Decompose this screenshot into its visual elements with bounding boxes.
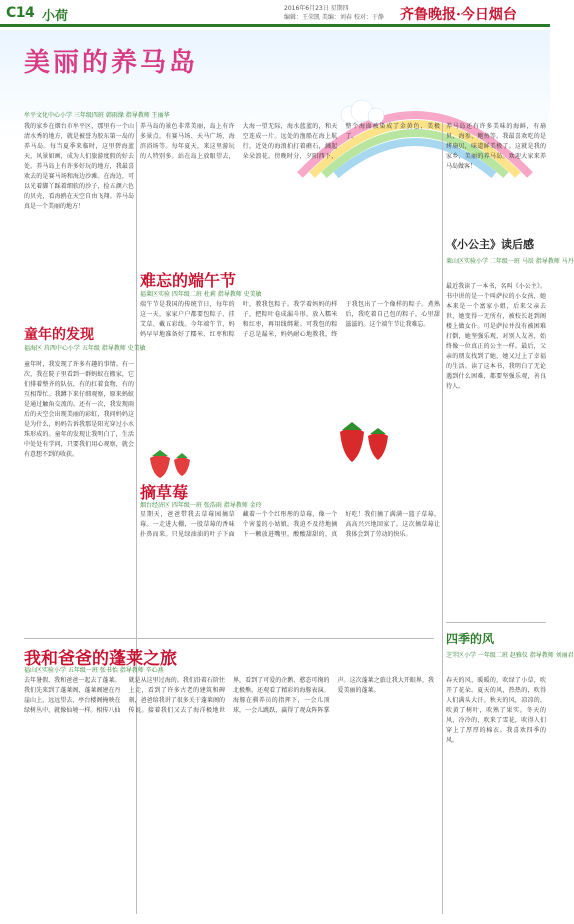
article-title-penglai: 我和爸爸的蓬莱之旅 bbox=[24, 649, 177, 669]
article-title-duanwu: 难忘的端午节 bbox=[140, 271, 237, 290]
strawberry-illustration bbox=[140, 450, 200, 480]
header-rule bbox=[0, 24, 550, 27]
editor-credits: 编辑：王荣凯 美编：刘春 校对：于静 bbox=[284, 14, 384, 21]
main-article-ending: 养马岛还有许多美味的海鲜，有扇贝、海参、鲍鱼等。我最喜欢吃的是烤扇贝，味道鲜美极了。这就是我的家乡，美丽的养马岛。欢迎大家来养马岛做客！ bbox=[446, 123, 546, 170]
section-divider bbox=[446, 622, 546, 623]
page-number: C14 bbox=[6, 5, 35, 21]
article-body-penglai: 去年暑假，我和爸爸一起去了蓬莱。我们先来到了蓬莱阁，蓬莱阁建在丹崖山上，远远望去，亭台楼阁掩映在绿树丛中，就像仙境一样。相传八仙就是从这里过海的。我们沿着石阶往上走，看到了许多古老的建筑和碑刻，爸爸给我讲了很多关于蓬莱阁的传说。接着我们又去了海洋极地世界，看到了可爱的企鹅、憨态可掬的北极熊，还观看了精彩的海豚表演。海豚在驯养员的指挥下，一会儿顶球，一会儿跳跃，赢得了观众阵阵掌声。这次蓬莱之旅让我大开眼界，我爱美丽的蓬莱。 bbox=[24, 677, 434, 714]
main-headline: 美丽的养马岛 bbox=[24, 48, 199, 78]
article-title-xiaogongzhu: 《小公主》读后感 bbox=[446, 238, 534, 251]
article-title-caomei: 摘草莓 bbox=[140, 483, 189, 502]
main-article-continued: 养马岛的景色非常美丽，岛上有许多景点，有赛马场、天马广场、海滨浴场等。每年夏天，来这里游玩的人特别多。站在岛上放眼望去，大海一望无际，海水蓝蓝的，和天空连成一片。远处的渔船在海上航行，近处的海浪拍打着礁石，溅起朵朵浪花。傍晚时分，夕阳西下，整个海面被染成了金黄色，美极了。 bbox=[140, 123, 440, 160]
main-byline: 牟平文化中心小学 三年级四班 韩雨缘 指导教师 王丽华 bbox=[24, 112, 170, 119]
article-body-duanwu: 端午节是我国的传统节日，每年的这一天，家家户户都要包粽子、挂艾草、戴五彩线。今年端午节，妈妈早早地准备好了糯米、红枣和粽叶，教我包粽子。我学着妈妈的样子，把粽叶卷成漏斗形，放入糯米和红枣，再用线绑紧。可我包的粽子总是漏米，妈妈耐心地教我，终于我包出了一个像样的粽子。煮熟后，我吃着自己包的粽子，心里甜滋滋的。这个端午节让我难忘。 bbox=[140, 301, 440, 338]
article-title-sijifeng: 四季的风 bbox=[446, 632, 495, 646]
article-byline-sijifeng: 芝罘区小学 一年级二班 赵雅仪 指导教师 刘丽君 bbox=[446, 652, 574, 659]
article-byline-duanwu: 福莱区实验 四年级二班 杜莉 指导教师 史美敏 bbox=[140, 291, 262, 298]
article-byline-penglai: 福山区实验小学 五年级一班 张书怡 指导教师 辛心燕 bbox=[24, 667, 164, 674]
article-title-tongnian: 童年的发现 bbox=[24, 327, 94, 343]
article-byline-tongnian: 福海区 莒西中心小学 五年级 指导教师 史美敏 bbox=[24, 345, 146, 352]
article-body-sijifeng: 春天的风，暖暖的，吹绿了小草，吹开了花朵。夏天的风，热热的，吹得人们满头大汗。秋天的风，凉凉的，吹黄了树叶，吹熟了果实。冬天的风，冷冷的，吹来了雪花，吹得人们穿上了厚厚的棉衣。我喜欢四季的风。 bbox=[446, 677, 546, 744]
main-article-body: 我的家乡在烟台市牟平区，那里有一个山清水秀的地方，就是被誉为胶东第一岛的养马岛。每当夏季来临时，这里碧海蓝天，风景如画，成为人们旅游度假的好去处。养马岛上有许多好玩的地方，我最喜欢去的是赛马场和海边沙滩。在海边，可以光着脚丫踩着细软的沙子，捡五颜六色的贝壳，看海鸥在天空自由飞翔。养马岛真是一个美丽的地方！ bbox=[24, 123, 134, 210]
article-body-xiaogongzhu: 最近我读了一本书，名叫《小公主》。书中讲的是一个叫萨拉的小女孩，她本来是一个富家小姐，后来父亲去世，她变得一无所有，被校长赶到阁楼上做女仆。可是萨拉并没有被困难打倒，她坚强乐观，对别人友善，始终像一位真正的公主一样。最后，父亲的朋友找到了她，她又过上了幸福的生活。读了这本书，我明白了无论遇到什么困难，都要坚强乐观，善良待人。 bbox=[446, 283, 546, 390]
section-name: 小荷 bbox=[42, 9, 69, 24]
page-header bbox=[0, 0, 550, 30]
issue-date: 2016年6月23日 星期四 bbox=[284, 5, 349, 12]
article-byline-xiaogongzhu: 莱山区实验小学 二年级一班 马辰 指导教师 马丹 bbox=[446, 258, 574, 265]
section-divider bbox=[24, 638, 434, 639]
article-body-tongnian: 童年时，我发现了许多有趣的事情。有一次，我在院子里看到一群蚂蚁在搬家，它们排着整齐的队伍，有的扛着食物，有的互相帮忙。我蹲下来仔细观察，原来蚂蚁是通过触角交流的。还有一次，我发现雨后的天空会出现美丽的彩虹，我问妈妈这是为什么，妈妈告诉我那是阳光穿过小水珠形成的。童年的发现让我明白了，生活中处处有学问，只要我们用心观察，就会有意想不到的收获。 bbox=[24, 361, 134, 458]
article-body-caomei: 星期天，爸爸带我去草莓园摘草莓。一走进大棚，一股草莓的香味扑鼻而来。只见绿油油的叶子下面藏着一个个红彤彤的草莓，像一个个害羞的小姑娘。我迫不及待地摘下一颗放进嘴里，酸酸甜甜的，真好吃！我们摘了满满一篮子草莓，高高兴兴地回家了。这次摘草莓让我体会到了劳动的快乐。 bbox=[140, 511, 440, 538]
column-divider bbox=[442, 122, 443, 914]
newspaper-brand: 齐鲁晚报·今日烟台 bbox=[400, 7, 517, 23]
strawberry-illustration bbox=[330, 420, 400, 470]
article-byline-caomei: 烟台经济区 四年级一班 张浩雨 指导教师 金玲 bbox=[140, 502, 262, 509]
